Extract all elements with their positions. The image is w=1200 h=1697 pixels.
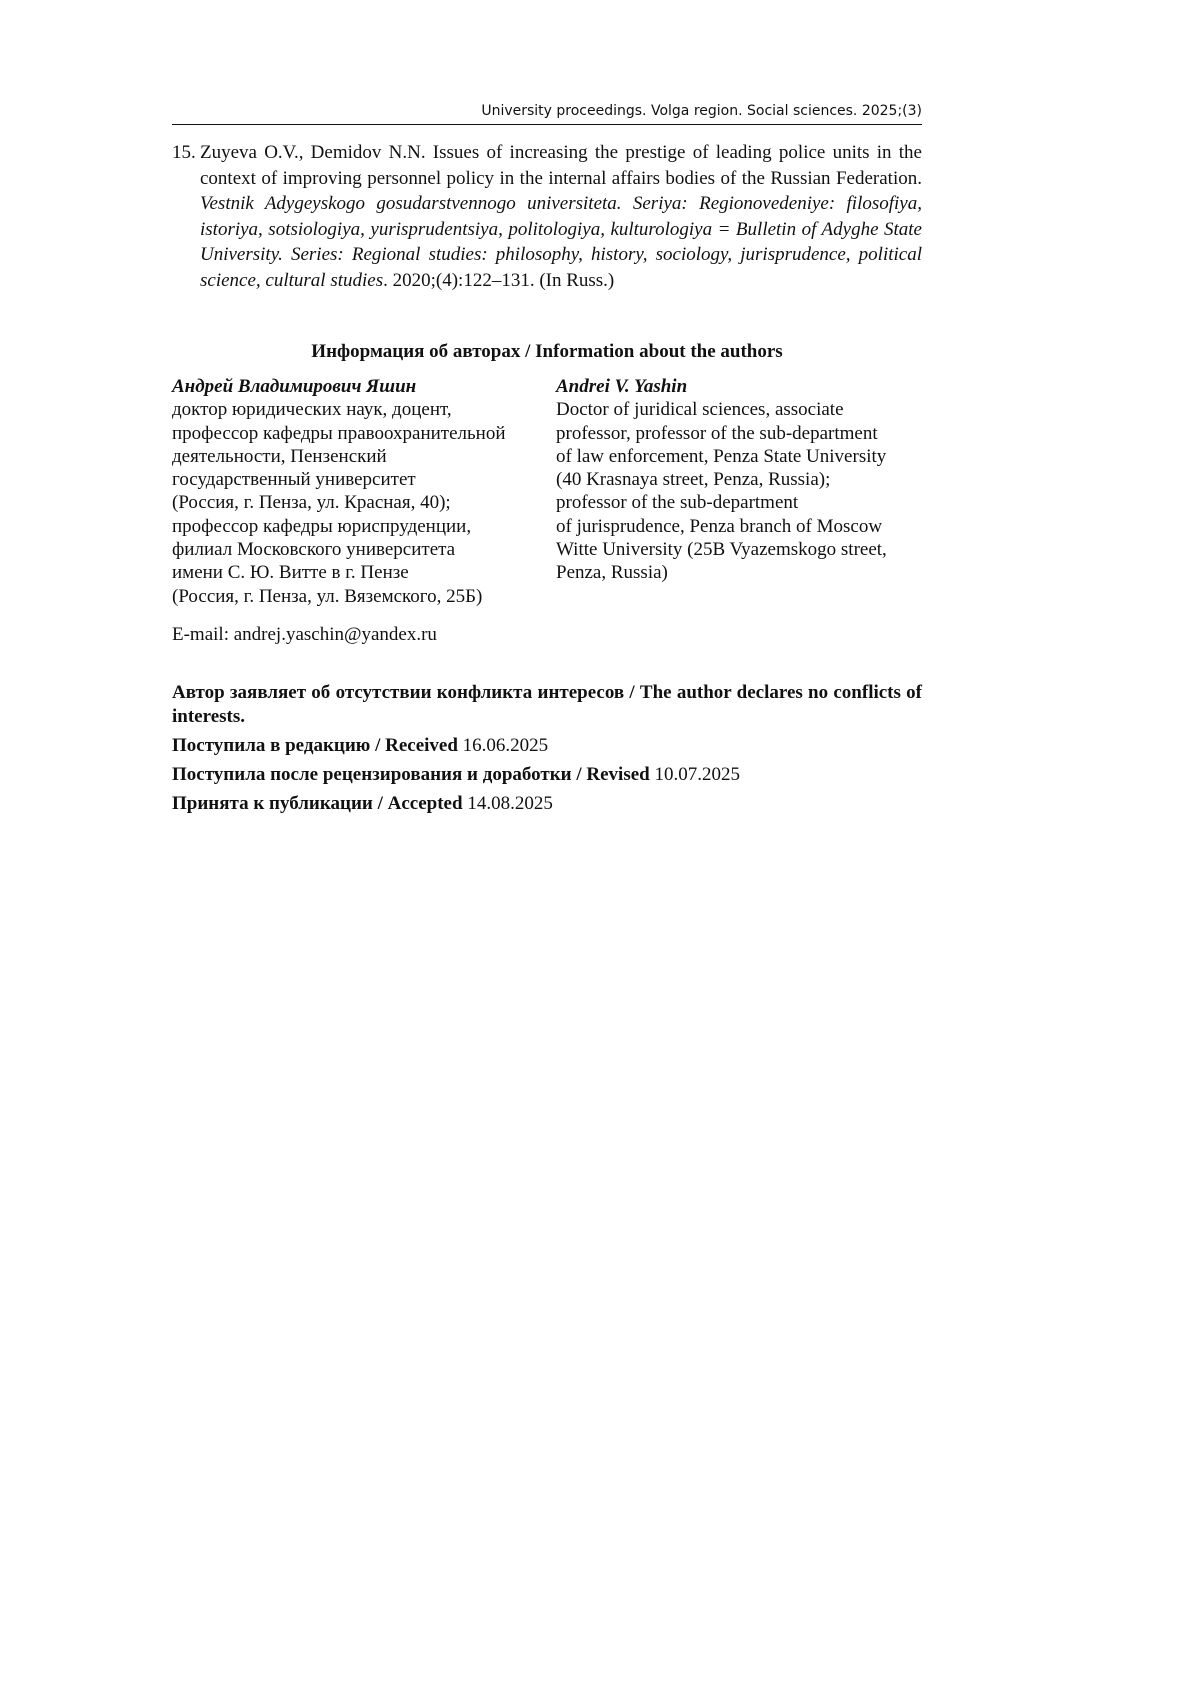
accepted-value: 14.08.2025: [467, 793, 553, 814]
author-ru-line: филиал Московского университета: [172, 539, 456, 561]
revised-value: 10.07.2025: [654, 764, 740, 785]
reference-text: [200, 140, 922, 294]
running-header: University proceedings. Volga region. Social sciences. 2025;(3): [172, 102, 922, 125]
author-ru-line: (Россия, г. Пенза, ул. Красная, 40);: [172, 492, 451, 514]
author-en-line: Doctor of juridical sciences, associate: [556, 399, 844, 421]
author-ru-line: имени С. Ю. Витте в г. Пензе: [172, 562, 409, 584]
reference-tail: . 2020;(4):122–131. (In Russ.): [383, 269, 615, 291]
author-ru-line: доктор юридических наук, доцент,: [172, 399, 452, 421]
author-ru-line: профессор кафедры правоохранительной: [172, 422, 506, 444]
received-label: Поступила в редакцию / Received: [172, 735, 458, 756]
reference-item-15: [172, 140, 922, 294]
author-ru-line: (Россия, г. Пенза, ул. Вяземского, 25Б): [172, 585, 483, 607]
article-dates: [172, 734, 922, 816]
author-en-line: Penza, Russia): [556, 562, 668, 584]
author-en-line: (40 Krasnaya street, Penza, Russia);: [556, 469, 831, 491]
author-info-en: [556, 375, 922, 608]
article-footer: [172, 681, 922, 821]
author-ru-line: деятельности, Пензенский: [172, 445, 387, 467]
accepted-date: [172, 792, 922, 816]
author-info-ru: [172, 375, 556, 608]
author-en-line: Witte University (25B Vyazemskogo street,: [556, 539, 887, 561]
reference-journal: Vestnik Adygeyskogo gosudarstvennogo universiteta. Seriya: Regionovedeniye: filosofiya, istoriya, sotsiologiya, yurisprudentsiya, politologiya, kulturologiya = Bulletin of Adyghe State University. Series: Regional studies: philosophy, history, sociology, jurisprudence, political science, cultural studies: [200, 193, 922, 291]
author-ru-line: государственный университет: [172, 469, 416, 491]
received-value: 16.06.2025: [462, 735, 549, 756]
reference-lead: Zuyeva O.V., Demidov N.N. Issues of increasing the prestige of leading police units in the context of improving personnel policy in the internal affairs bodies of the Russian Federation.: [200, 142, 922, 189]
author-en-line: of law enforcement, Penza State University: [556, 445, 887, 467]
reference-number: 15.: [172, 142, 196, 163]
conflict-statement: Автор заявляет об отсутствии конфликта интересов / The author declares no conflicts of interests.: [172, 682, 922, 727]
author-en-line: professor of the sub-department: [556, 492, 799, 514]
author-en-line: professor, professor of the sub-department: [556, 422, 878, 444]
authors-info: [172, 375, 922, 608]
author-name-en: Andrei V. Yashin: [556, 376, 688, 397]
authors-section-title: Информация об авторах / Information about the authors: [311, 341, 783, 362]
revised-date: [172, 763, 922, 787]
revised-label: Поступила после рецензирования и доработки / Revised: [172, 764, 650, 785]
received-date: [172, 734, 922, 758]
author-email: E-mail: andrej.yaschin@yandex.ru: [172, 624, 437, 645]
author-name-ru: Андрей Владимирович Яшин: [172, 376, 417, 397]
author-en-line: of jurisprudence, Penza branch of Moscow: [556, 515, 883, 537]
accepted-label: Принята к публикации / Accepted: [172, 793, 463, 814]
author-ru-line: профессор кафедры юриспруденции,: [172, 515, 472, 537]
